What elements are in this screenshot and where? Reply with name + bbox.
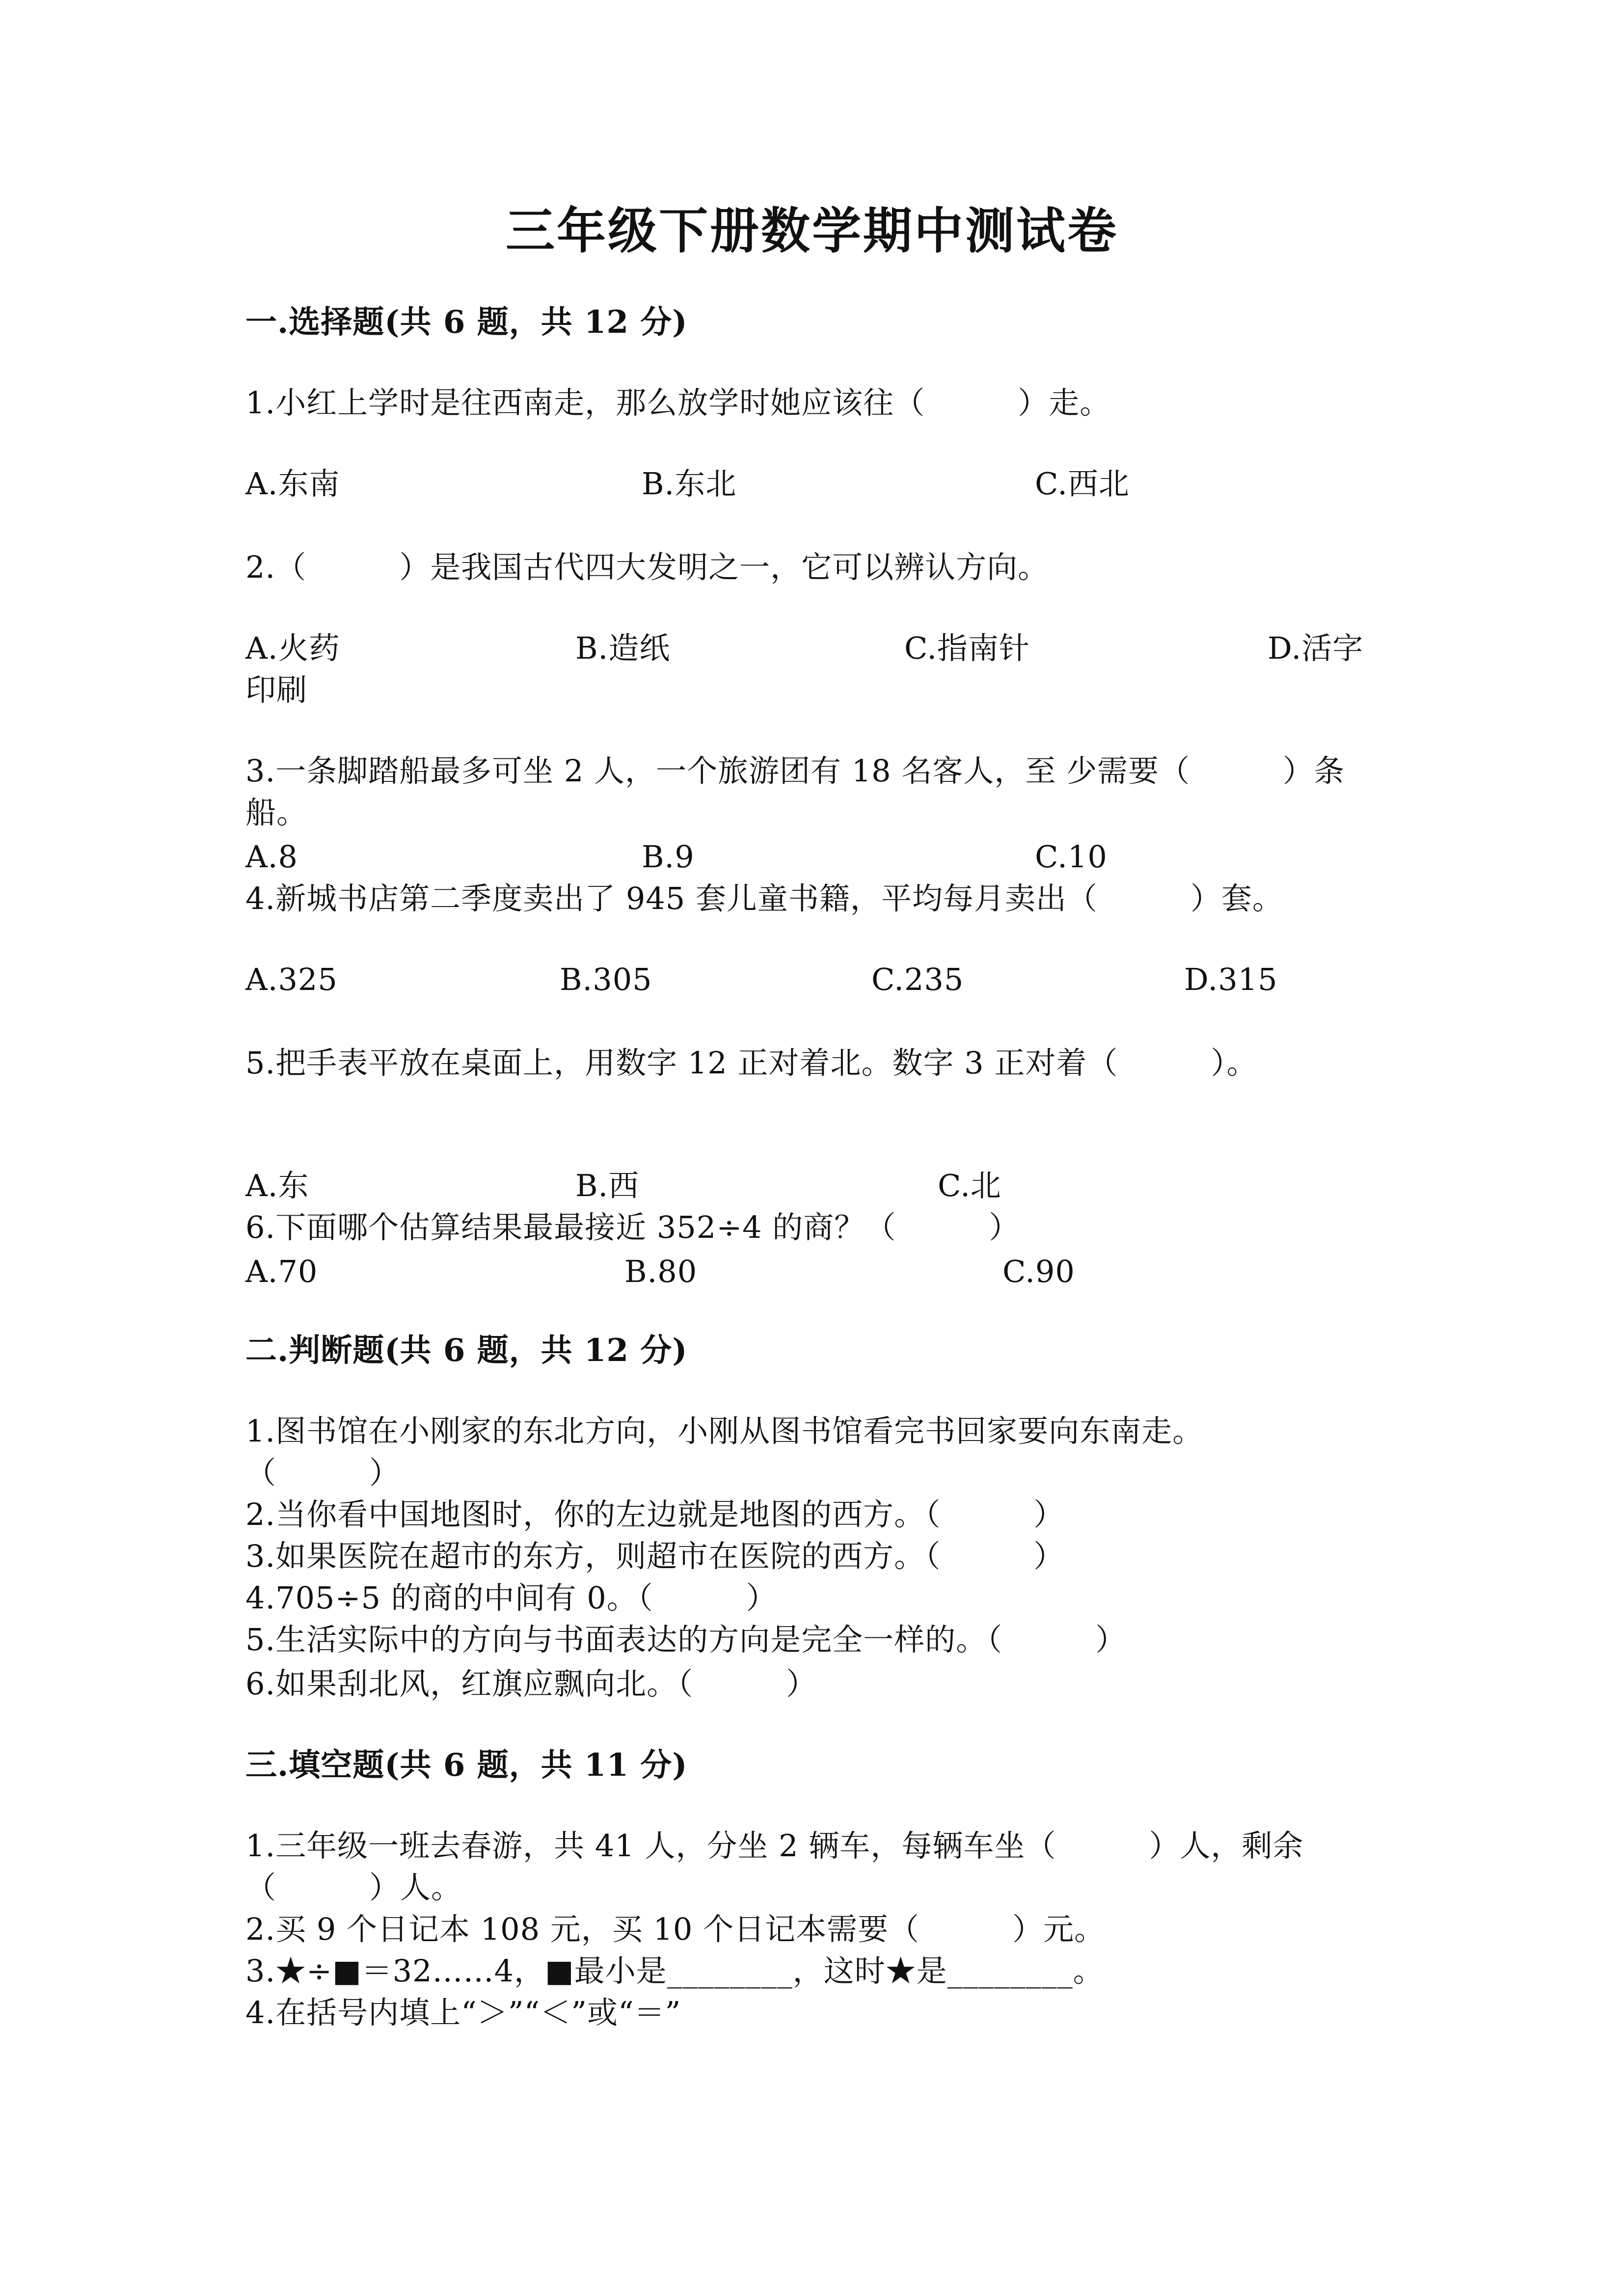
question-text-wrap: 船。	[245, 795, 308, 830]
option-b: B.造纸	[575, 630, 671, 666]
option-b: B.80	[624, 1254, 698, 1289]
option-a: A.325	[245, 961, 338, 997]
option-c: C.90	[1002, 1254, 1075, 1289]
option-d: D.315	[1184, 961, 1278, 997]
section-heading-fill-blank: 三.填空题(共 6 题，共 11 分)	[245, 1747, 688, 1784]
section-heading-judgment: 二.判断题(共 6 题，共 12 分)	[245, 1332, 688, 1369]
option-a: A.东	[245, 1168, 309, 1203]
judgment-item: 6.如果刮北风，红旗应飘向北。（ ）	[245, 1666, 817, 1702]
option-b: B.西	[575, 1168, 640, 1203]
question-text: 6.下面哪个估算结果最最接近 352÷4 的商？（ ）	[245, 1209, 1020, 1245]
fill-item: 4.在括号内填上“＞”“＜”或“＝”	[245, 1995, 681, 2030]
option-c: C.235	[871, 961, 964, 997]
option-b: B.东北	[642, 466, 737, 502]
question-text: 1.小红上学时是往西南走，那么放学时她应该往（ ）走。	[245, 385, 1111, 421]
judgment-item: 1.图书馆在小刚家的东北方向，小刚从图书馆看完书回家要向东南走。	[245, 1413, 1204, 1449]
judgment-item-wrap: （ ）	[245, 1455, 401, 1491]
option-d: D.活字	[1268, 630, 1364, 666]
fill-item: 1.三年级一班去春游，共 41 人，分坐 2 辆车，每辆车坐（ ）人，剩余	[245, 1828, 1304, 1864]
judgment-item: 5.生活实际中的方向与书面表达的方向是完全一样的。（ ）	[245, 1622, 1127, 1657]
judgment-item: 2.当你看中国地图时，你的左边就是地图的西方。（ ）	[245, 1496, 1065, 1532]
question-text: 4.新城书店第二季度卖出了 945 套儿童书籍，平均每月卖出（ ）套。	[245, 881, 1283, 916]
option-a: A.火药	[245, 630, 340, 666]
option-b: B.9	[642, 839, 695, 875]
fill-item-wrap: （ ）人。	[245, 1869, 462, 1905]
question-text: 5.把手表平放在桌面上，用数字 12 正对着北。数字 3 正对着（ ）。	[245, 1045, 1258, 1081]
option-c: C.北	[938, 1168, 1001, 1203]
option-c: C.西北	[1035, 466, 1130, 502]
option-d-wrap: 印刷	[245, 672, 308, 708]
option-c: C.指南针	[904, 630, 1030, 666]
judgment-item: 3.如果医院在超市的东方，则超市在医院的西方。（ ）	[245, 1538, 1065, 1574]
question-text: 3.一条脚踏船最多可坐 2 人，一个旅游团有 18 名客人，至 少需要（ ）条	[245, 753, 1345, 789]
option-c: C.10	[1035, 839, 1108, 875]
page-title: 三年级下册数学期中测试卷	[506, 202, 1118, 260]
judgment-item: 4.705÷5 的商的中间有 0。（ ）	[245, 1580, 777, 1616]
option-a: A.70	[245, 1254, 318, 1289]
fill-item: 3.★÷■＝32……4，■最小是________，这时★是________。	[245, 1953, 1104, 1989]
option-b: B.305	[560, 961, 652, 997]
option-a: A.东南	[245, 466, 340, 502]
option-a: A.8	[245, 839, 298, 875]
fill-item: 2.买 9 个日记本 108 元，买 10 个日记本需要（ ）元。	[245, 1911, 1106, 1947]
section-heading-choice: 一.选择题(共 6 题，共 12 分)	[245, 304, 688, 341]
question-text: 2.（ ）是我国古代四大发明之一，它可以辨认方向。	[245, 549, 1049, 585]
